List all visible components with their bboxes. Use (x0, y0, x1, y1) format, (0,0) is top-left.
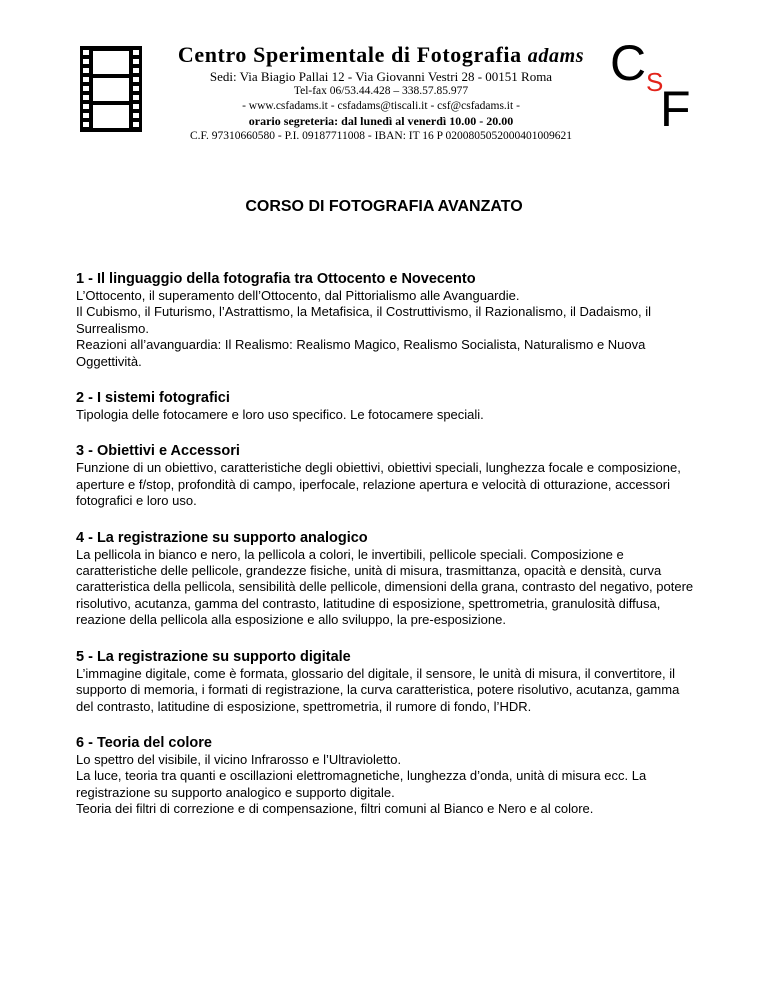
section-text: Teoria dei filtri di correzione e di compensazione, filtri comuni al Bianco e Nero e al colore. (76, 801, 594, 817)
section-heading: 1 - Il linguaggio della fotografia tra Ottocento e Novecento (76, 271, 476, 287)
tax-bank-line: C.F. 97310660580 - P.I. 09187711008 - IBAN: IT 16 P 0200805052000401009621 (190, 130, 572, 142)
letterhead (80, 35, 700, 152)
section-2 (76, 389, 700, 423)
section-text: L’Ottocento, il superamento dell’Ottocento, dal Pittorialismo alle Avanguardie. (76, 288, 520, 303)
film-strip-icon (80, 46, 142, 132)
section-text: La pellicola in bianco e nero, la pellicola a colori, le invertibili, pellicole speciali. Composizione e caratteristiche delle pellicole, grandezze fisiche, unità di misura, trasmittanza, opacità e densità, curva caratteristica della pellicola, sensibilità delle pellicole, dimensioni della grana, contrasto del negativo, potere risolutivo, acutanza, gamma del contrasto, latitudine di esposizione, spettrometria, granulosità diffusa, reazione della pellicola alla esposizione e allo sviluppo, la pre-esposizione. (76, 546, 694, 628)
phone-line: Tel-fax 06/53.44.428 – 338.57.85.977 (293, 85, 469, 97)
section-heading: 6 - Teoria del colore (76, 734, 212, 751)
organization-brand: adams (527, 45, 585, 67)
logo-letter-s: S (646, 67, 664, 97)
section-4 (76, 529, 700, 629)
section-text: Il Cubismo, il Futurismo, l’Astrattismo, la Metafisica, il Costruttivismo, il Razionalismo, il Dadaismo, il Surrealismo. (76, 304, 652, 336)
section-1 (76, 270, 700, 370)
organization-name (146, 42, 616, 69)
section-6 (76, 734, 700, 818)
address-line: Sedi: Via Biagio Pallai 12 - Via Giovanni Vestri 28 - 00151 Roma (209, 69, 553, 84)
csf-logo (610, 35, 700, 139)
section-heading: 4 - La registrazione su supporto analogico (76, 529, 368, 546)
section-3 (76, 442, 700, 509)
section-text: Funzione di un obiettivo, caratteristiche degli obiettivi, obiettivi speciali, lunghezza focale e composizione, aperture e f/stop, profondità di campo, iperfocale, relazione apertura e velocità di otturazione, accessori fotografici e loro uso. (76, 460, 681, 509)
section-text: L’immagine digitale, come è formata, glossario del digitale, il sensore, le unità di misura, il convertitore, il supporto di memoria, i formati di registrazione, la curva caratteristica, potere risolutivo, acutanza, gamma del contrasto, latitudine di esposizione, spettrometria, il rumore di fondo, l’HDR. (76, 665, 680, 714)
section-5 (76, 648, 700, 715)
section-text: Tipologia delle fotocamere e loro uso specifico. Le fotocamere speciali. (76, 407, 484, 423)
section-heading: 3 - Obiettivi e Accessori (76, 443, 240, 460)
section-heading: 5 - La registrazione su supporto digitale (76, 648, 351, 665)
organization-name-main: Centro Sperimentale di Fotografia (177, 42, 522, 67)
course-content (76, 270, 700, 837)
section-text: Reazioni all’avanguardia: Il Realismo: Realismo Magico, Realismo Socialista, Naturalismo e Nuova Oggettività. (76, 337, 646, 369)
section-text: Lo spettro del visibile, il vicino Infrarosso e l’Ultravioletto. (76, 751, 402, 767)
logo-letter-c: C (610, 35, 647, 91)
logo-letter-f: F (660, 81, 691, 137)
office-hours-line: orario segreteria: dal lunedì al venerdì 10.00 - 20.00 (248, 114, 514, 128)
section-heading: 2 - I sistemi fotografici (76, 390, 230, 407)
letterhead-text (146, 42, 616, 144)
web-email-line: - www.csfadams.it - csfadams@tiscali.it - csf@csfadams.it - (242, 100, 520, 112)
course-title: CORSO DI FOTOGRAFIA AVANZATO (245, 198, 523, 215)
section-text: La luce, teoria tra quanti e oscillazioni elettromagnetiche, lunghezza d’onda, unità di misura ecc. La registrazione su supporto analogico e supporto digitale. (76, 768, 647, 800)
